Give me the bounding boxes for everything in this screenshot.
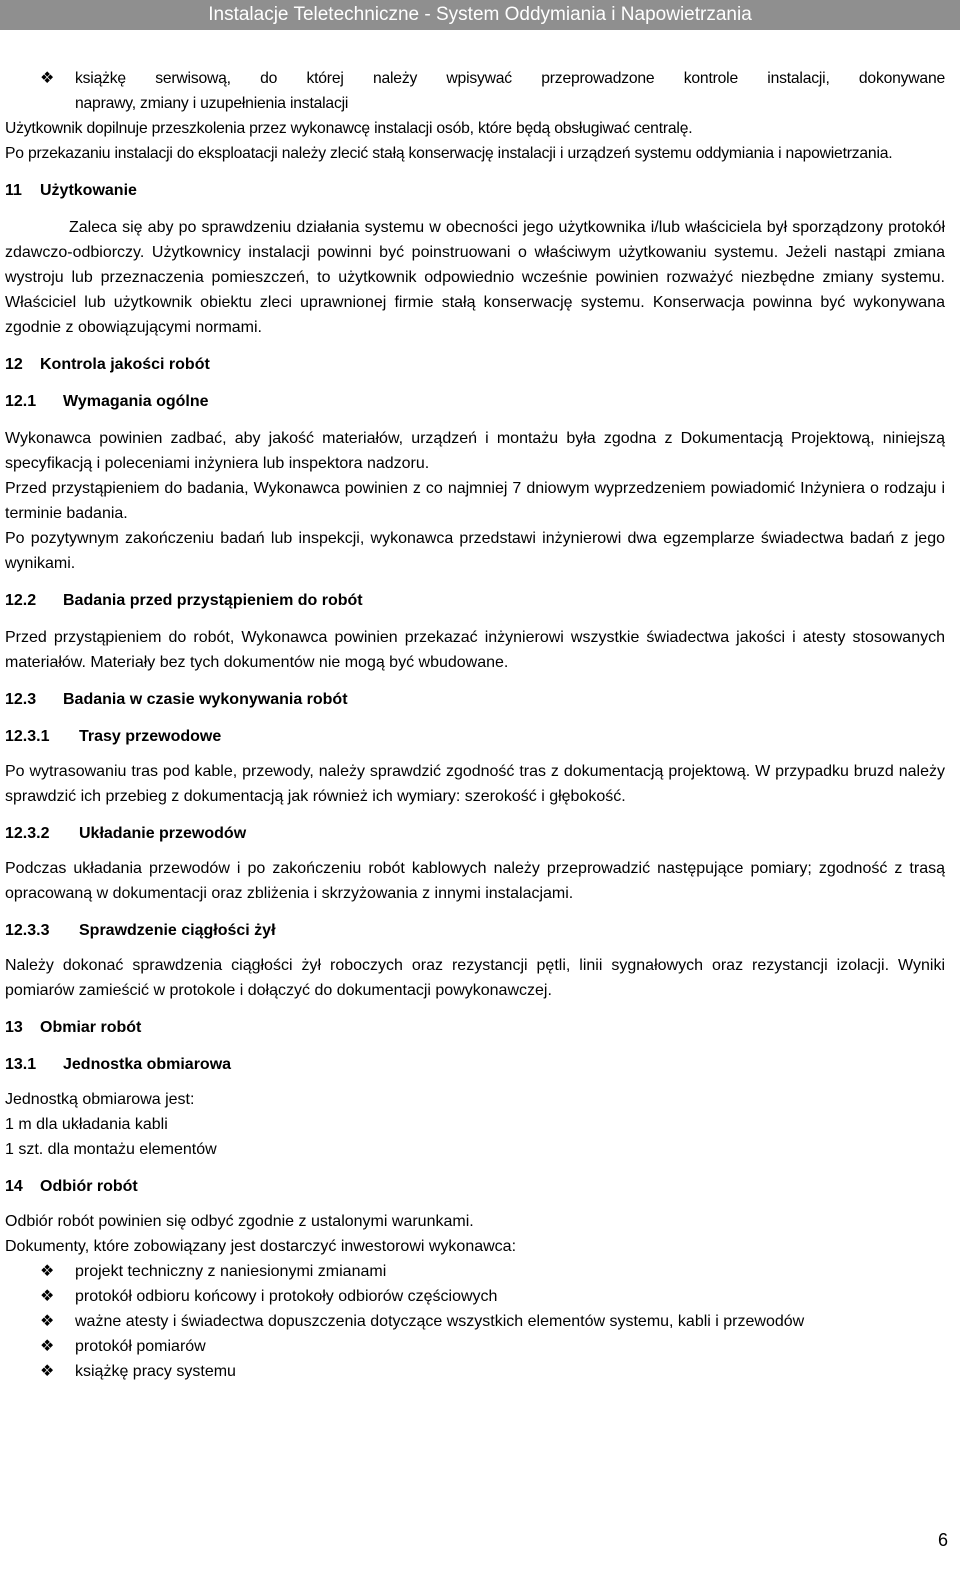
- paragraph: Wykonawca powinien zadbać, aby jakość materiałów, urządzeń i montażu była zgodna z Dokumentacją Projektową, niniejszą specyfikacją i poleceniami inżyniera lub inspektora nadzoru.: [5, 430, 945, 472]
- section-title: Wymagania ogólne: [63, 393, 209, 410]
- bullet-icon: ❖: [40, 1363, 55, 1380]
- section-number: 12.3.3: [5, 922, 50, 939]
- paragraph: Podczas układania przewodów i po zakończeniu robót kablowych należy przeprowadzić następujące pomiary; zgodność z trasą opracowaną w dokumentacji oraz zbliżenia i skrzyżowania z innymi instalacjami.: [5, 860, 945, 902]
- paragraph: Odbiór robót powinien się odbyć zgodnie z ustalonymi warunkami.: [5, 1213, 474, 1230]
- list-item: [5, 66, 945, 116]
- paragraph: Przed przystąpieniem do badania, Wykonawca powinien z co najmniej 7 dniowym wyprzedzeniem powiadomić Inżyniera o rodzaju i terminie badania.: [5, 480, 945, 522]
- section-heading-12-2: [5, 588, 945, 613]
- paragraph: Zaleca się aby po sprawdzeniu działania systemu w obecności jego użytkownika i/lub właściciela był sporządzony protokół zdawczo-odbiorczy. Użytkownicy instalacji powinni być poinstruowani o właściwym użytkowaniu systemu. Jeżeli nastąpi zmiana wystroju lub przeznaczenia pomieszczeń, to użytkownik odpowiednio wcześnie powinien rozważyć niezbędne zmiany systemu. Właściciel lub użytkownik obiektu zleci uprawnionej firmie stałą konserwację systemu. Konserwacja powinna być wykonywana zgodnie z obowiązującymi normami.: [5, 219, 945, 336]
- section-title: Badania w czasie wykonywania robót: [63, 691, 348, 708]
- list-item: [5, 1259, 945, 1284]
- section-title: Kontrola jakości robót: [40, 356, 210, 373]
- paragraph: Po wytrasowaniu tras pod kable, przewody, należy sprawdzić zgodność tras z dokumentacją projektową. W przypadku bruzd należy sprawdzić ich przebieg z dokumentacją jak również ich wymiary: szerokość i głębokość.: [5, 763, 945, 805]
- list-item-text: projekt techniczny z naniesionymi zmianami: [75, 1263, 387, 1280]
- section-heading-12: [5, 352, 945, 377]
- list-item: [5, 1309, 945, 1334]
- text-line: 1 m dla układania kabli: [5, 1116, 168, 1133]
- section-number: 12.3.1: [5, 728, 50, 745]
- list-item-text: protokół pomiarów: [75, 1338, 206, 1355]
- list-item-text: protokół odbioru końcowy i protokoły odbiorów częściowych: [75, 1288, 498, 1305]
- text-line: 1 szt. dla montażu elementów: [5, 1141, 217, 1158]
- section-heading-13-1: [5, 1052, 945, 1077]
- paragraph: Dokumenty, które zobowiązany jest dostarczyć inwestorowi wykonawca:: [5, 1238, 517, 1255]
- list-item: [5, 1334, 945, 1359]
- bullet-icon: ❖: [40, 70, 55, 87]
- header-title: Instalacje Teletechniczne - System Oddymiania i Napowietrzania: [208, 4, 752, 25]
- section-heading-13: [5, 1015, 945, 1040]
- section-heading-12-1: [5, 389, 945, 414]
- section-number: 11: [5, 182, 22, 199]
- section-number: 12.3.2: [5, 825, 50, 842]
- bullet-text-line1: książkę serwisową, do której należy wpisywać przeprowadzone kontrole instalacji, dokonywane: [75, 70, 945, 87]
- page-header: [0, 0, 960, 30]
- section-title: Układanie przewodów: [79, 825, 247, 842]
- section-title: Badania przed przystąpieniem do robót: [63, 592, 363, 609]
- section-title: Jednostka obmiarowa: [63, 1056, 232, 1073]
- section-number: 12.2: [5, 592, 37, 609]
- paragraph: Przed przystąpieniem do robót, Wykonawca powinien przekazać inżynierowi wszystkie świadectwa jakości i atesty stosowanych materiałów. Materiały bez tych dokumentów nie mogą być wbudowane.: [5, 629, 945, 671]
- section-number: 14: [5, 1178, 23, 1195]
- document-body: [5, 66, 945, 1384]
- bullet-icon: ❖: [40, 1338, 55, 1355]
- paragraph: Należy dokonać sprawdzenia ciągłości żył roboczych oraz rezystancji pętli, linii sygnałowych oraz rezystancji izolacji. Wyniki pomiarów zamieścić w protokole i dołączyć do dokumentacji powykonawczej.: [5, 957, 945, 999]
- section-title: Trasy przewodowe: [79, 728, 222, 745]
- top-section: [5, 66, 945, 166]
- page-number: 6: [937, 1530, 948, 1550]
- section-number: 12.3: [5, 691, 37, 708]
- section-number: 13.1: [5, 1056, 37, 1073]
- list-item: [5, 1284, 945, 1309]
- section-number: 12.1: [5, 393, 37, 410]
- section-number: 12: [5, 356, 23, 373]
- section-title: Użytkowanie: [40, 182, 137, 199]
- section-heading-14: [5, 1174, 945, 1199]
- paragraph: Po pozytywnym zakończeniu badań lub inspekcji, wykonawca przedstawi inżynierowi dwa egzemplarze świadectwa badań z jego wynikami.: [5, 530, 945, 572]
- paragraph: Użytkownik dopilnuje przeszkolenia przez wykonawcę instalacji osób, które będą obsługiwać centralę.: [5, 120, 693, 137]
- section-title: Odbiór robót: [40, 1178, 138, 1195]
- list-item-text: ważne atesty i świadectwa dopuszczenia dotyczące wszystkich elementów systemu, kabli i przewodów: [75, 1313, 805, 1330]
- bullet-text-line2: naprawy, zmiany i uzupełnienia instalacji: [75, 95, 349, 112]
- bullet-icon: ❖: [40, 1288, 55, 1305]
- bullet-icon: ❖: [40, 1263, 55, 1280]
- section-heading-12-3-1: [5, 724, 945, 749]
- list-item-text: książkę pracy systemu: [75, 1363, 236, 1380]
- bullet-icon: ❖: [40, 1313, 55, 1330]
- section-heading-12-3-3: [5, 918, 945, 943]
- section-title: Obmiar robót: [40, 1019, 142, 1036]
- section-heading-12-3-2: [5, 821, 945, 846]
- section-title: Sprawdzenie ciągłości żył: [79, 922, 276, 939]
- section-heading-11: [5, 178, 945, 203]
- text-line: Jednostką obmiarowa jest:: [5, 1091, 195, 1108]
- section-heading-12-3: [5, 687, 945, 712]
- section-number: 13: [5, 1019, 23, 1036]
- list-item: [5, 1359, 945, 1384]
- paragraph: Po przekazaniu instalacji do eksploatacji należy zlecić stałą konserwację instalacji i urządzeń systemu oddymiania i napowietrzania.: [5, 145, 893, 162]
